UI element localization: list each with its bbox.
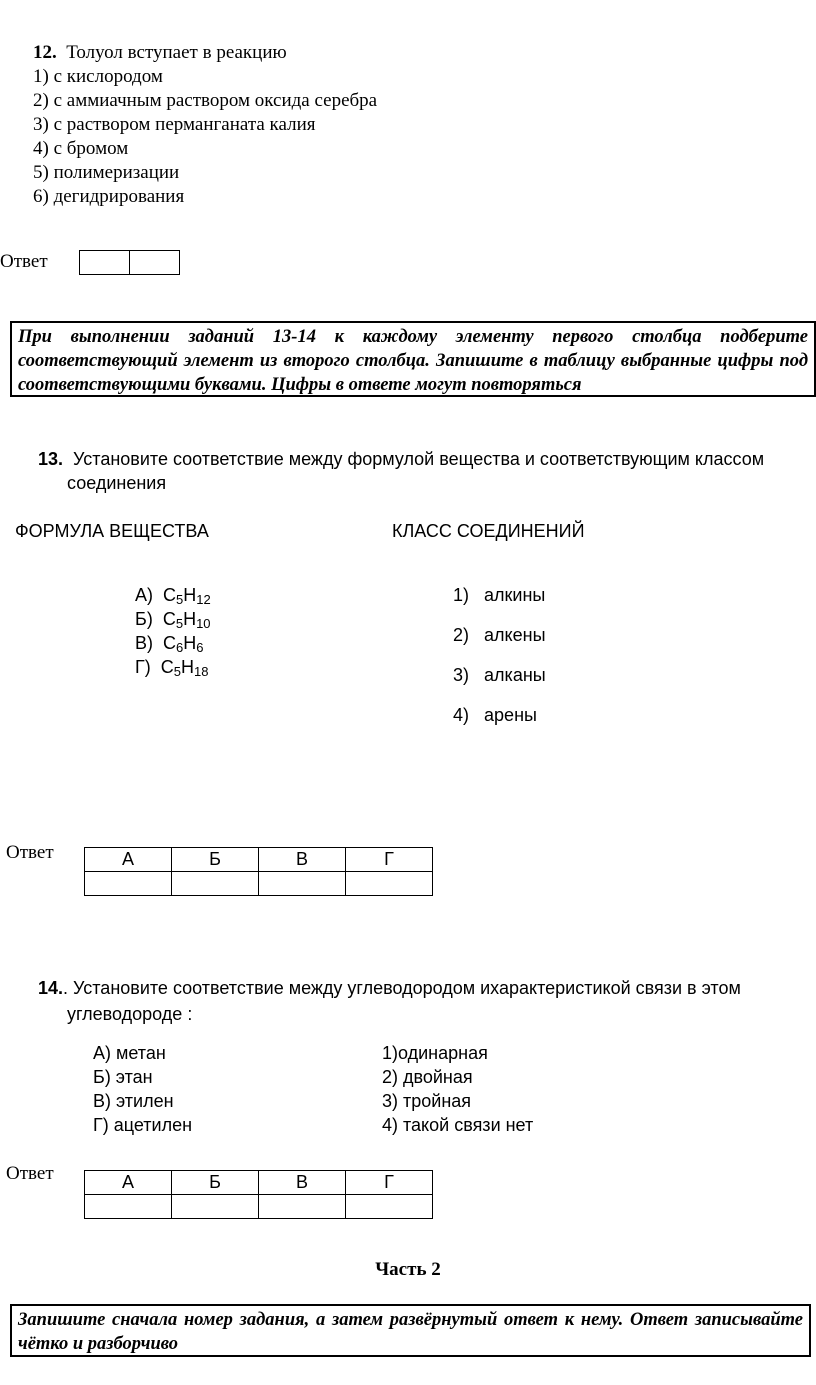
q14-answer-label: Ответ (6, 1163, 54, 1184)
part2-title: Часть 2 (375, 1259, 441, 1280)
q14-right-item: 2) двойная (382, 1067, 473, 1087)
q12-option: 1) с кислородом (33, 66, 163, 87)
table-header: В (259, 1171, 346, 1195)
q13-class-1: 1) алкины (453, 585, 546, 605)
q13-left-header: ФОРМУЛА ВЕЩЕСТВА (15, 521, 209, 541)
q13-title (38, 446, 764, 472)
table-header: А (85, 1171, 172, 1195)
answer-cell[interactable] (85, 872, 172, 896)
q13-text-line2: соединения (67, 473, 167, 493)
q14-answer-table (84, 1170, 433, 1219)
answer-cell[interactable] (80, 251, 130, 275)
table-header: Г (346, 1171, 433, 1195)
q12-answer-table (79, 250, 180, 275)
q12-number: 12. (33, 42, 57, 63)
q12-option: 6) дегидрирования (33, 186, 185, 207)
instruction-box: При выполнении заданий 13-14 к каждому элементу первого столбца подберите соответствующий элемент из второго столбца. Запишите в таблицу выбранные цифры под соответствующими буквами. Цифры в ответе могут повторяться (10, 321, 816, 397)
q14-text-line1: . Установите соответствие между углеводородом ихарактеристикой связи в этом (63, 978, 741, 998)
q14-right-item: 3) тройная (382, 1091, 472, 1111)
q14-right-item: 1)одинарная (382, 1043, 488, 1063)
answer-cell[interactable] (130, 251, 180, 275)
table-header: Б (172, 848, 259, 872)
q14-text-line2: углеводороде : (67, 1004, 193, 1024)
q13-class-3: 3) алканы (453, 665, 546, 685)
q14-right-item: 4) такой связи нет (382, 1115, 534, 1135)
table-header: А (85, 848, 172, 872)
q12-text: Толуол вступает в реакцию (66, 42, 287, 63)
q14-title (38, 975, 741, 1001)
q13-formula-b: Б) $C_5H_{10}$ (135, 609, 211, 631)
answer-cell[interactable] (85, 1195, 172, 1219)
answer-cell[interactable] (259, 872, 346, 896)
part2-instruction-box: Запишите сначала номер задания, а затем развёрнутый ответ к нему. Ответ записывайте чётко и разборчиво (10, 1304, 811, 1357)
q13-formula-v: В) $C_6H_6$ (135, 633, 204, 655)
q14-left-item: Г) ацетилен (93, 1115, 193, 1135)
answer-cell[interactable] (346, 1195, 433, 1219)
q12-answer-label: Ответ (0, 251, 48, 272)
answer-cell[interactable] (346, 872, 433, 896)
q13-text-line1: Установите соответствие между формулой вещества и соответствующим классом (73, 449, 765, 469)
q12-option: 2) с аммиачным раствором оксида серебра (33, 90, 378, 111)
q14-left-item: Б) этан (93, 1067, 153, 1087)
q12-option: 5) полимеризации (33, 162, 180, 183)
q13-class-4: 4) арены (453, 705, 537, 725)
q14-left-item: В) этилен (93, 1091, 174, 1111)
q14-number: 14. (38, 978, 64, 998)
answer-cell[interactable] (172, 1195, 259, 1219)
q13-answer-label: Ответ (6, 842, 54, 863)
table-header: Б (172, 1171, 259, 1195)
q13-number: 13. (38, 449, 64, 469)
q14-left-item: А) метан (93, 1043, 166, 1063)
table-header: В (259, 848, 346, 872)
q13-class-2: 2) алкены (453, 625, 546, 645)
q13-formula-a: А) $C_5H_{12}$ (135, 585, 211, 607)
q12-option: 3) с раствором перманганата калия (33, 114, 316, 135)
q13-answer-table (84, 847, 433, 896)
answer-cell[interactable] (172, 872, 259, 896)
q13-right-header: КЛАСС СОЕДИНЕНИЙ (392, 521, 585, 541)
answer-cell[interactable] (259, 1195, 346, 1219)
q13-formula-g: Г) $C_5H_{18}$ (135, 657, 209, 679)
q12-option: 4) с бромом (33, 138, 129, 159)
q12-title (33, 41, 287, 65)
table-header: Г (346, 848, 433, 872)
